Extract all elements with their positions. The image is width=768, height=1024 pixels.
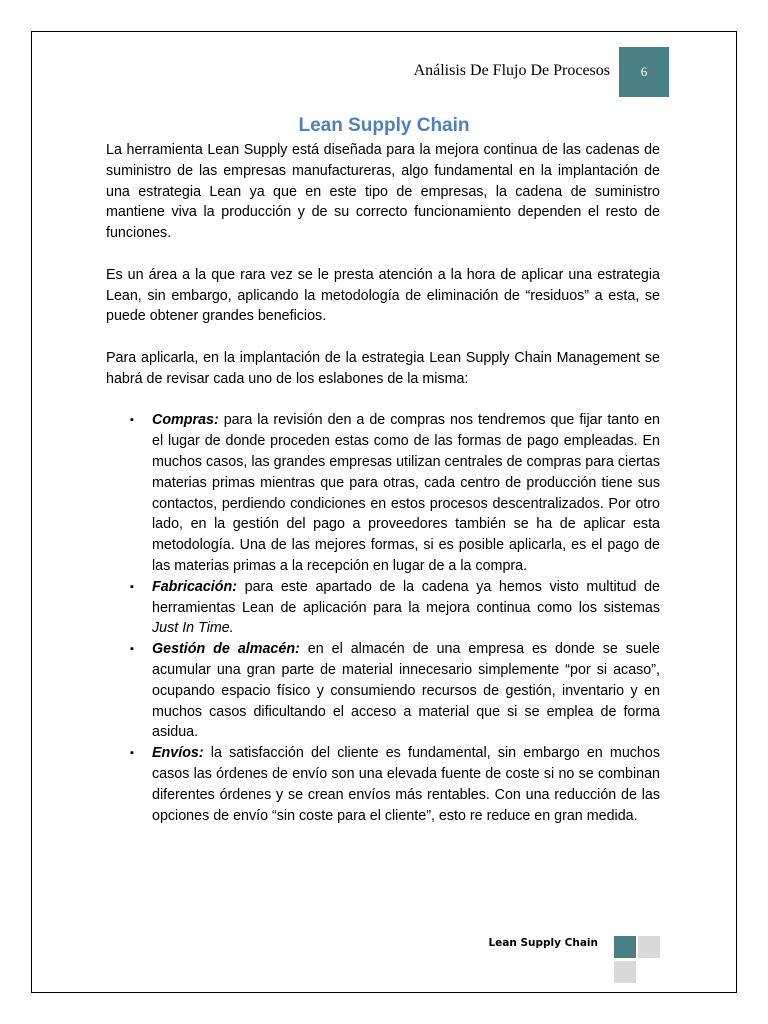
list-item-almacen [130, 639, 660, 743]
bullet-term: Gestión de almacén: [152, 641, 300, 658]
paragraph-intro: La herramienta Lean Supply está diseñada para la mejora continua de las cadenas de suministro de las empresas manufactureras, algo fundamental en la implantación de una estrategia Lean ya que en este tipo de empresas, la cadena de suministro mantiene viva la producción y de su correcto funcionamiento dependen el resto de funciones. [106, 142, 660, 242]
footer-label: Lean Supply Chain [488, 937, 598, 949]
bullet-icon: ▪ [130, 414, 134, 427]
list-item-compras [130, 410, 660, 576]
list-item-fabricacion [130, 577, 660, 639]
paragraph-area: Es un área a la que rara vez se le presta atención a la hora de aplicar una estrategia Lean, sin embargo, aplicando la metodología de eliminación de “residuos” a esta, se puede obtener grandes beneficios. [106, 266, 660, 325]
bullet-text: para este apartado de la cadena ya hemos visto multitud de herramientas Lean de aplicación para la mejora continua como los sistemas [152, 578, 660, 616]
bullet-text: la satisfacción del cliente es fundamental, sin embargo en muchos casos las órdenes de envío son una elevada fuente de coste si no se combinan diferentes órdenes y se crean envíos más rentables. Con una reducción de las opciones de envío “sin coste para el cliente”, esto re reduce en gran medida. [152, 745, 660, 824]
body-text [106, 140, 660, 826]
bullet-italic-text: Just In Time. [152, 620, 234, 637]
section-title: Lean Supply Chain [298, 115, 470, 136]
bullet-term: Envíos: [152, 745, 204, 762]
bullet-list [106, 410, 660, 826]
bullet-text: en el almacén de una empresa es donde se suele acumular una gran parte de material innecesario simplemente “por si acaso”, ocupando espacio físico y consumiendo recursos de gestión, inventario y en muchos casos dificultando el acceso a material que si se emplea de forma asidua. [152, 641, 660, 741]
page-number: 6 [640, 64, 648, 79]
footer-decor-square-teal [614, 936, 636, 958]
bullet-term: Fabricación: [152, 578, 238, 595]
bullet-term: Compras: [152, 412, 219, 429]
bullet-icon: ▪ [130, 643, 134, 656]
running-header-title: Análisis De Flujo De Procesos [413, 62, 610, 79]
bullet-icon: ▪ [130, 747, 134, 760]
page-number-badge [619, 47, 669, 97]
paragraph-apply: Para aplicarla, en la implantación de la estrategia Lean Supply Chain Management se habrá de revisar cada uno de los eslabones de la misma: [106, 349, 660, 387]
footer-decor-square-gray [614, 961, 636, 983]
bullet-icon: ▪ [130, 580, 134, 593]
list-item-envios [130, 743, 660, 826]
bullet-text: para la revisión den a de compras nos tendremos que fijar tanto en el lugar de donde proceden estas como de las formas de pago empleadas. En muchos casos, las grandes empresas utilizan centrales de compras para ciertas materias primas mientras que para otras, cada centro de producción tiene sus contactos, perdiendo condiciones en estos procesos descentralizados. Por otro lado, en la gestión del pago a proveedores también se ha de aplicar esta metodología. Una de las mejores formas, si es posible aplicarla, es el pago de las materias primas a la recepción en lugar de a la compra. [152, 412, 660, 574]
footer-decor-square-gray [638, 936, 660, 958]
